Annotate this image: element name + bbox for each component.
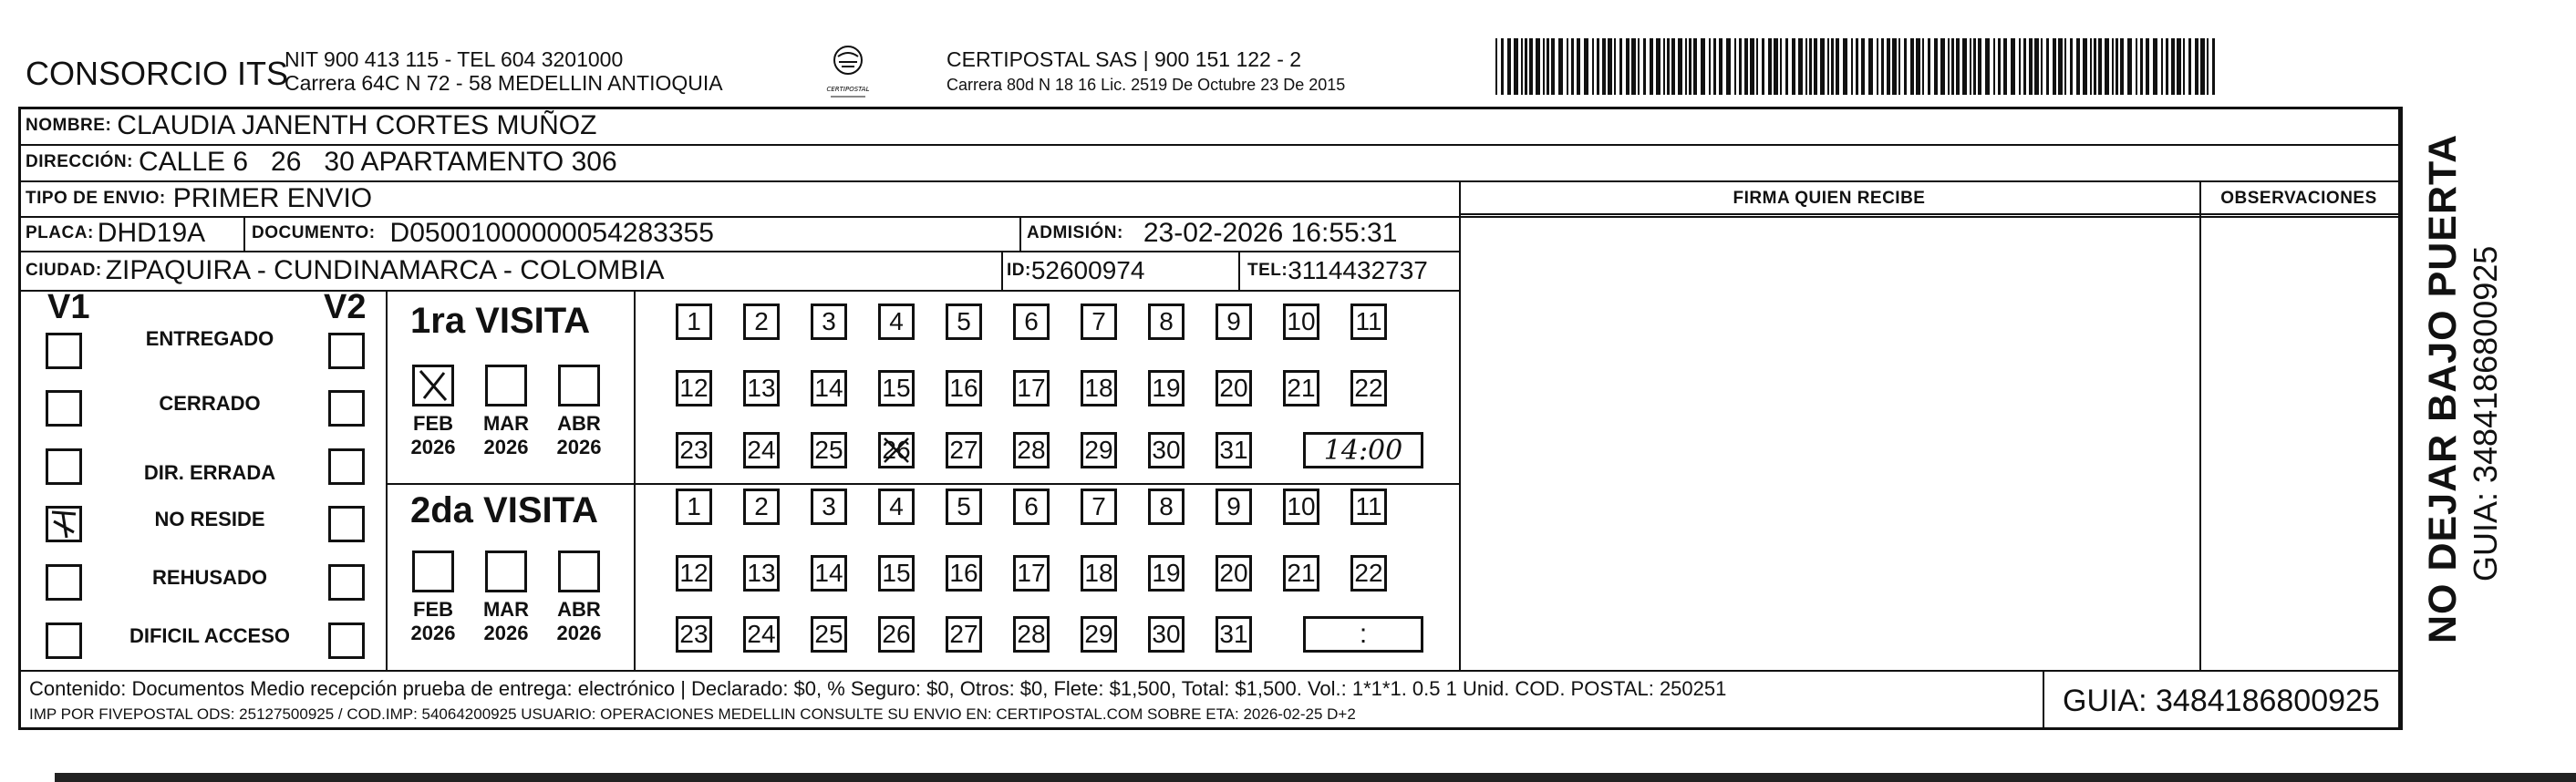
v2-label: V2 [324,288,367,326]
nombre-row [26,108,596,144]
firma-header [1459,180,2199,216]
day-box[interactable]: 4 [878,489,915,525]
day-box[interactable]: 14 [811,555,847,592]
day-box[interactable]: 22 [1350,555,1387,592]
side-guia: GUIA: 3484186800925 [2467,245,2504,581]
company-name: CONSORCIO ITS [26,55,289,92]
svg-text:CERTIPOSTAL: CERTIPOSTAL [826,86,870,93]
day-box[interactable]: 6 [1013,489,1050,525]
day-box[interactable]: 31 [1216,432,1252,468]
day-box[interactable]: 30 [1148,616,1185,653]
day-box[interactable]: 21 [1283,555,1319,592]
status-label: CERRADO [159,392,261,415]
day-box[interactable]: 10 [1283,304,1319,340]
nombre-label: NOMBRE: [26,116,112,135]
v2-checkbox[interactable] [328,390,365,427]
month-label: FEB 2026 [410,412,456,458]
admision-value: 23-02-2026 16:55:31 [1143,218,1398,248]
v1-checkbox[interactable] [46,390,82,427]
status-label: ENTREGADO [145,327,274,350]
side-warning: NO DEJAR BAJO PUERTA [2421,133,2465,643]
day-box[interactable]: 17 [1013,555,1050,592]
day-box[interactable]: 16 [946,555,982,592]
certipostal-logo [825,44,871,100]
obs-label: OBSERVACIONES [2220,188,2377,208]
carrier-line: CERTIPOSTAL SAS | 900 151 122 - 2 [947,47,1302,71]
month-checkbox[interactable] [558,365,600,406]
status-label: NO RESIDE [154,508,265,530]
day-box[interactable]: 8 [1148,304,1185,340]
direccion-value: CALLE 6 26 30 APARTAMENTO 306 [138,147,617,177]
tel-value: 3114432737 [1288,255,1428,284]
placa-label: PLACA: [26,223,94,242]
firma-label: FIRMA QUIEN RECIBE [1733,188,1926,208]
day-box[interactable]: 28 [1013,432,1050,468]
day-box[interactable]: 25 [811,616,847,653]
direccion-label: DIRECCIÓN: [26,152,133,171]
id-value: 52600974 [1030,255,1145,284]
day-box[interactable]: 15 [878,555,915,592]
v1-checkbox[interactable] [46,448,82,485]
day-box[interactable]: 22 [1350,370,1387,406]
month-label: ABR 2026 [556,598,602,644]
day-box[interactable]: 26 [878,616,915,653]
day-box[interactable]: 7 [1081,489,1117,525]
ciudad-row [26,251,665,290]
carrier-address: Carrera 80d N 18 16 Lic. 2519 De Octubre 23 De 2015 [947,76,1346,94]
second-visit-time[interactable]: : [1303,616,1423,653]
documento-row [252,216,714,251]
documento-label: DOCUMENTO: [252,223,376,242]
v1-checkbox[interactable] [46,506,82,542]
day-box[interactable]: 19 [1148,370,1185,406]
v1-checkbox[interactable] [46,564,82,601]
day-box[interactable]: 11 [1350,489,1387,525]
month-label: ABR 2026 [556,412,602,458]
day-box[interactable]: 9 [1216,489,1252,525]
direccion-row [26,144,617,180]
footer-imp: IMP POR FIVEPOSTAL ODS: 25127500925 / COD.IMP: 54064200925 USUARIO: OPERACIONES MEDELLIN CONSULTE SU ENVIO EN: CERTIPOSTAL.COM SOBRE ETA: 2026-02-25 D+2 [29,705,1356,723]
tel-row [1247,251,1428,290]
status-label: REHUSADO [152,566,267,589]
v2-checkbox[interactable] [328,333,365,369]
nit-line: NIT 900 413 115 - TEL 604 3201000 [284,47,624,71]
day-box[interactable]: 3 [811,304,847,340]
day-box[interactable]: 13 [743,370,780,406]
status-label: DIR. ERRADA [143,461,276,484]
month-label: MAR 2026 [482,412,530,458]
day-box[interactable]: 23 [676,432,712,468]
day-box[interactable]: 21 [1283,370,1319,406]
v1-checkbox[interactable] [46,623,82,659]
month-checkbox[interactable] [558,550,600,592]
v2-checkbox[interactable] [328,506,365,542]
month-label: MAR 2026 [482,598,530,644]
day-box[interactable]: 19 [1148,555,1185,592]
tel-label: TEL: [1247,260,1288,280]
v1-checkbox[interactable] [46,333,82,369]
day-box[interactable]: 10 [1283,489,1319,525]
v1-label: V1 [47,288,90,326]
day-box[interactable]: 28 [1013,616,1050,653]
day-box[interactable]: 20 [1216,555,1252,592]
month-checkbox[interactable] [485,365,527,406]
admision-row [1027,216,1397,251]
tipo-row [26,180,372,216]
day-box[interactable]: 2 [743,304,780,340]
day-box[interactable]: 20 [1216,370,1252,406]
day-box[interactable]: 5 [946,304,982,340]
day-box[interactable]: 27 [946,432,982,468]
day-box[interactable]: 25 [811,432,847,468]
footer-content: Contenido: Documentos Medio recepción prueba de entrega: electrónico | Declarado: $0, % Seguro: $0, Otros: $0, Flete: $1,500, Total: $1,500. Vol.: 1*1*1. 0.5 1 Unid. COD. POSTAL: 250251 [29,677,1727,700]
admision-label: ADMISIÓN: [1027,223,1123,242]
ciudad-label: CIUDAD: [26,260,102,280]
day-box[interactable]: 4 [878,304,915,340]
day-box[interactable]: 14 [811,370,847,406]
day-box[interactable]: 13 [743,555,780,592]
v2-checkbox[interactable] [328,564,365,601]
barcode [1495,38,2225,95]
day-box[interactable]: 3 [811,489,847,525]
day-box[interactable]: 8 [1148,489,1185,525]
footer-guia: GUIA: 3484186800925 [2063,684,2380,718]
v2-checkbox[interactable] [328,623,365,659]
day-box[interactable]: 24 [743,432,780,468]
day-box[interactable]: 26 [878,432,915,468]
day-box[interactable]: 1 [676,304,712,340]
first-visit-time[interactable]: 14:00 [1303,432,1423,468]
address-line: Carrera 64C N 72 - 58 MEDELLIN ANTIOQUIA [284,71,723,95]
day-box[interactable]: 24 [743,616,780,653]
day-box[interactable]: 31 [1216,616,1252,653]
day-box[interactable]: 18 [1081,370,1117,406]
day-box[interactable]: 2 [743,489,780,525]
ciudad-value: ZIPAQUIRA - CUNDINAMARCA - COLOMBIA [105,254,665,285]
tipo-label: TIPO DE ENVIO: [26,188,166,208]
placa-row [26,216,205,251]
day-box[interactable]: 29 [1081,616,1117,653]
v2-checkbox[interactable] [328,448,365,485]
day-box[interactable]: 17 [1013,370,1050,406]
day-box[interactable]: 29 [1081,432,1117,468]
day-box[interactable]: 18 [1081,555,1117,592]
first-visit-title: 1ra VISITA [410,301,591,341]
day-box[interactable]: 27 [946,616,982,653]
day-box[interactable]: 12 [676,555,712,592]
day-box[interactable]: 30 [1148,432,1185,468]
month-checkbox[interactable] [485,550,527,592]
day-box[interactable]: 15 [878,370,915,406]
placa-value: DHD19A [97,218,206,248]
month-checkbox[interactable] [412,365,454,406]
page-edge [55,773,2576,782]
day-box[interactable]: 9 [1216,304,1252,340]
day-box[interactable]: 16 [946,370,982,406]
day-box[interactable]: 1 [676,489,712,525]
nombre-value: CLAUDIA JANENTH CORTES MUÑOZ [117,110,597,140]
status-label: DIFICIL ACCESO [129,624,290,647]
obs-header [2199,180,2398,216]
month-checkbox[interactable] [412,550,454,592]
documento-value: D05001000000054283355 [389,218,714,248]
day-box[interactable]: 23 [676,616,712,653]
id-label: ID: [1007,260,1031,280]
tipo-value: PRIMER ENVIO [172,182,373,213]
day-box[interactable]: 12 [676,370,712,406]
id-row [1007,251,1144,290]
second-visit-title: 2da VISITA [410,490,598,530]
month-label: FEB 2026 [410,598,456,644]
day-box[interactable]: 5 [946,489,982,525]
day-box[interactable]: 7 [1081,304,1117,340]
day-box[interactable]: 11 [1350,304,1387,340]
day-box[interactable]: 6 [1013,304,1050,340]
